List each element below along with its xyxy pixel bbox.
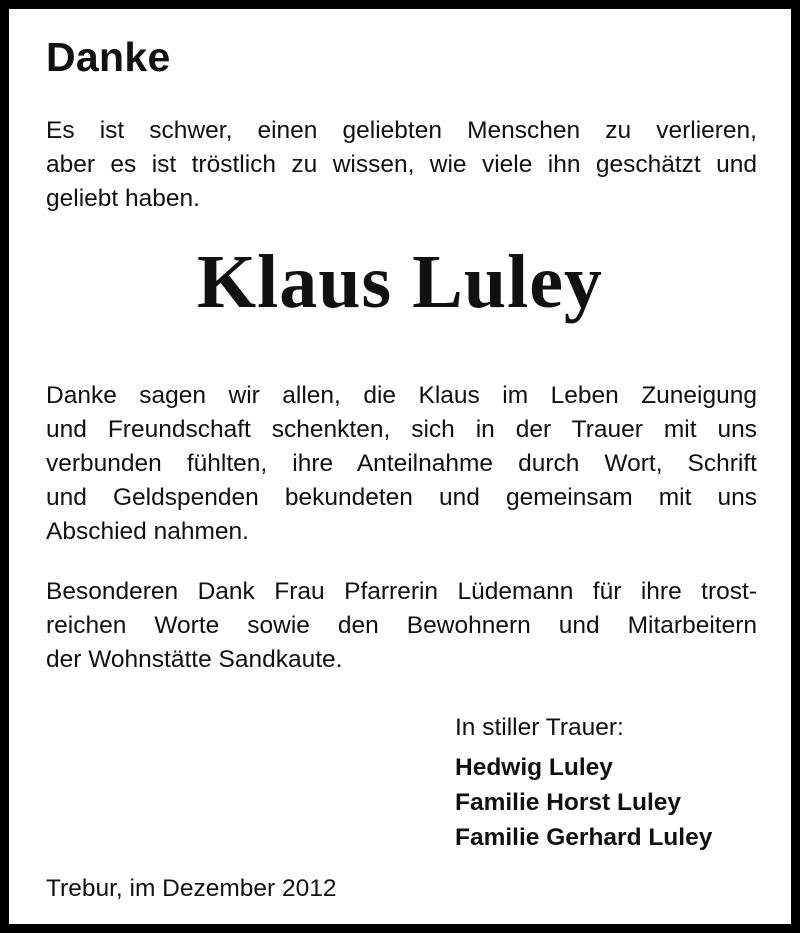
thanks-line: Danke sagen wir allen, die Klaus im Leben Zuneigung	[46, 382, 757, 409]
deceased-name: Klaus Luley	[197, 240, 603, 324]
intro-line: Es ist schwer, einen geliebten Menschen zu verlieren,	[46, 117, 757, 144]
thanks-paragraph	[46, 379, 757, 549]
thanks-line: und Geldspenden bekundeten und gemeinsam mit uns	[46, 484, 757, 511]
place-date: Trebur, im Dezember 2012	[46, 875, 337, 902]
special-thanks-line: reichen Worte sowie den Bewohnern und Mitarbeitern	[46, 612, 757, 639]
notice-heading: Danke	[46, 34, 171, 80]
thanks-line: verbunden fühlten, ihre Anteilnahme durch Wort, Schrift	[46, 450, 757, 477]
mourner-name: Hedwig Luley	[455, 754, 613, 781]
special-thanks-line: Besonderen Dank Frau Pfarrerin Lüdemann für ihre trost-	[46, 578, 757, 605]
special-thanks-line: der Wohnstätte Sandkaute.	[46, 646, 343, 673]
thanks-line: Abschied nahmen.	[46, 518, 249, 545]
mourner-name: Familie Gerhard Luley	[455, 824, 713, 851]
thanks-line: und Freundschaft schenkten, sich in der Trauer mit uns	[46, 416, 757, 443]
intro-line: aber es ist tröstlich zu wissen, wie viele ihn geschätzt und	[46, 151, 757, 178]
special-thanks-paragraph	[46, 575, 757, 677]
intro-line: geliebt haben.	[46, 185, 200, 212]
mourners-list	[455, 750, 712, 855]
mourning-label: In stiller Trauer:	[455, 714, 624, 741]
mourner-name: Familie Horst Luley	[455, 789, 682, 816]
intro-paragraph	[46, 114, 757, 216]
